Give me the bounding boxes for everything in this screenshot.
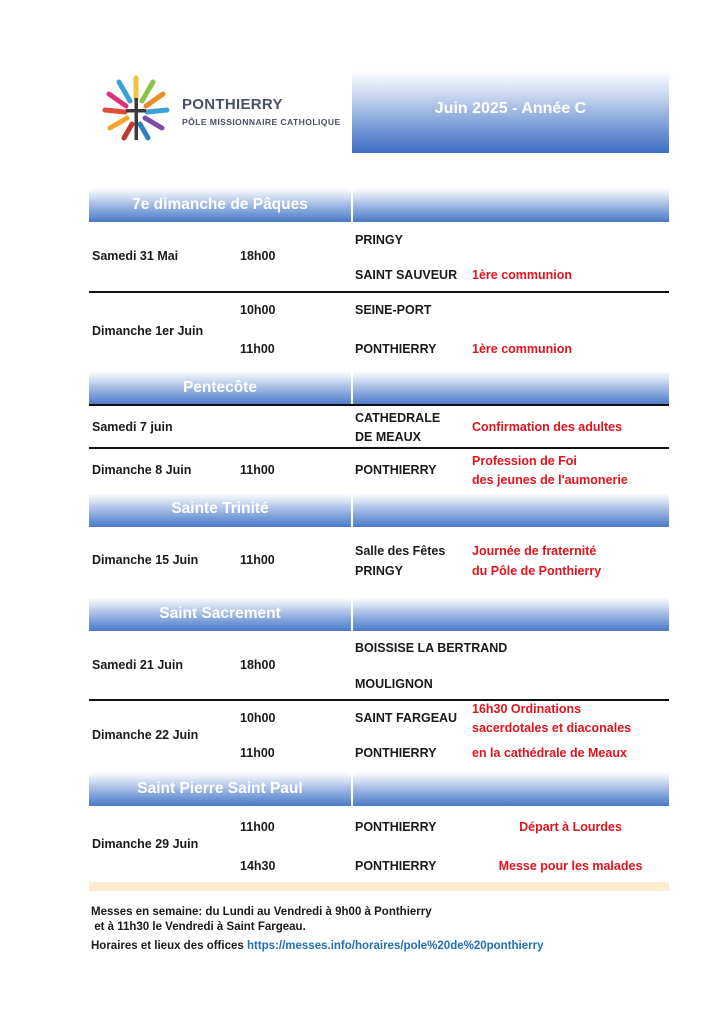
offices-link[interactable]: https://messes.info/horaires/pole%20de%20ponthierry — [246, 940, 544, 952]
event-day: Dimanche 15 Juin — [92, 553, 199, 567]
event-note: Messe pour les malades — [498, 859, 643, 873]
event-day: Samedi 21 Juin — [92, 658, 184, 672]
brand-name: PONTHIERRY — [182, 96, 283, 113]
event-place: SAINT FARGEAU — [355, 711, 458, 725]
section-header-right — [353, 371, 669, 405]
section-header-right — [353, 772, 669, 806]
month-title: Juin 2025 - Année C — [434, 100, 587, 117]
event-note: Journée de fraternité — [472, 544, 597, 558]
event-note: 1ère communion — [472, 268, 573, 282]
section-header-right — [353, 188, 669, 222]
section-title: Saint Pierre Saint Paul — [137, 780, 303, 797]
event-day: Dimanche 8 Juin — [92, 463, 192, 477]
event-note: sacerdotales et diaconales — [472, 721, 632, 735]
event-time: 10h00 — [240, 711, 276, 725]
event-day: Dimanche 29 Juin — [92, 837, 199, 851]
offices-line — [91, 940, 544, 952]
section-header-right — [353, 597, 669, 631]
event-time: 14h30 — [240, 859, 276, 873]
section-title: Saint Sacrement — [159, 605, 281, 622]
event-note: Profession de Foi — [472, 454, 577, 468]
event-note: 1ère communion — [472, 342, 573, 356]
row-divider — [89, 404, 669, 406]
event-day: Samedi 31 Mai — [92, 249, 179, 263]
event-place: PRINGY — [355, 564, 403, 578]
event-place: PONTHIERRY — [355, 342, 437, 356]
row-divider — [89, 447, 669, 449]
event-time: 11h00 — [240, 342, 275, 356]
event-note: des jeunes de l'aumonerie — [472, 473, 628, 487]
event-time: 11h00 — [240, 463, 275, 477]
event-place: BOISSISE LA BERTRAND — [355, 641, 508, 655]
event-place: SEINE-PORT — [355, 303, 432, 317]
event-note: 16h30 Ordinations — [472, 702, 582, 716]
event-time: 11h00 — [240, 553, 275, 567]
event-time: 11h00 — [240, 820, 275, 834]
event-day: Samedi 7 juin — [92, 420, 173, 434]
offices-label: Horaires et lieux des offices — [91, 940, 244, 952]
event-time: 18h00 — [240, 658, 276, 672]
event-place: CATHEDRALE — [355, 411, 441, 425]
sunburst-cross-icon — [96, 72, 176, 146]
event-note: Départ à Lourdes — [519, 820, 622, 834]
event-place: DE MEAUX — [355, 430, 421, 444]
section-header-right — [353, 493, 669, 527]
event-place: PONTHIERRY — [355, 463, 437, 477]
event-place: MOULIGNON — [355, 677, 433, 691]
event-place: PONTHIERRY — [355, 859, 437, 873]
event-place: PONTHIERRY — [355, 820, 437, 834]
event-time: 18h00 — [240, 249, 276, 263]
event-time: 11h00 — [240, 746, 275, 760]
footer-band — [89, 882, 669, 891]
weekday-masses-text: et à 11h30 le Vendredi à Saint Fargeau. — [91, 921, 306, 933]
event-place: PRINGY — [355, 233, 403, 247]
section-title: Pentecôte — [182, 379, 258, 396]
section-title: Sainte Trinité — [171, 500, 269, 517]
event-time: 10h00 — [240, 303, 276, 317]
event-day: Dimanche 22 Juin — [92, 728, 199, 742]
row-divider — [89, 699, 669, 701]
row-divider — [89, 291, 669, 293]
event-place: SAINT SAUVEUR — [355, 268, 458, 282]
event-day: Dimanche 1er Juin — [92, 324, 204, 338]
event-place: Salle des Fêtes — [355, 544, 446, 558]
event-note: Confirmation des adultes — [472, 420, 623, 434]
event-note: en la cathédrale de Meaux — [472, 746, 627, 760]
weekday-masses-text: Messes en semaine: du Lundi au Vendredi à 9h00 à Ponthierry — [91, 906, 432, 918]
brand-subtitle: PÔLE MISSIONNAIRE CATHOLIQUE — [182, 117, 341, 127]
event-note: du Pôle de Ponthierry — [472, 564, 602, 578]
section-title: 7e dimanche de Pâques — [132, 196, 308, 213]
event-place: PONTHIERRY — [355, 746, 437, 760]
